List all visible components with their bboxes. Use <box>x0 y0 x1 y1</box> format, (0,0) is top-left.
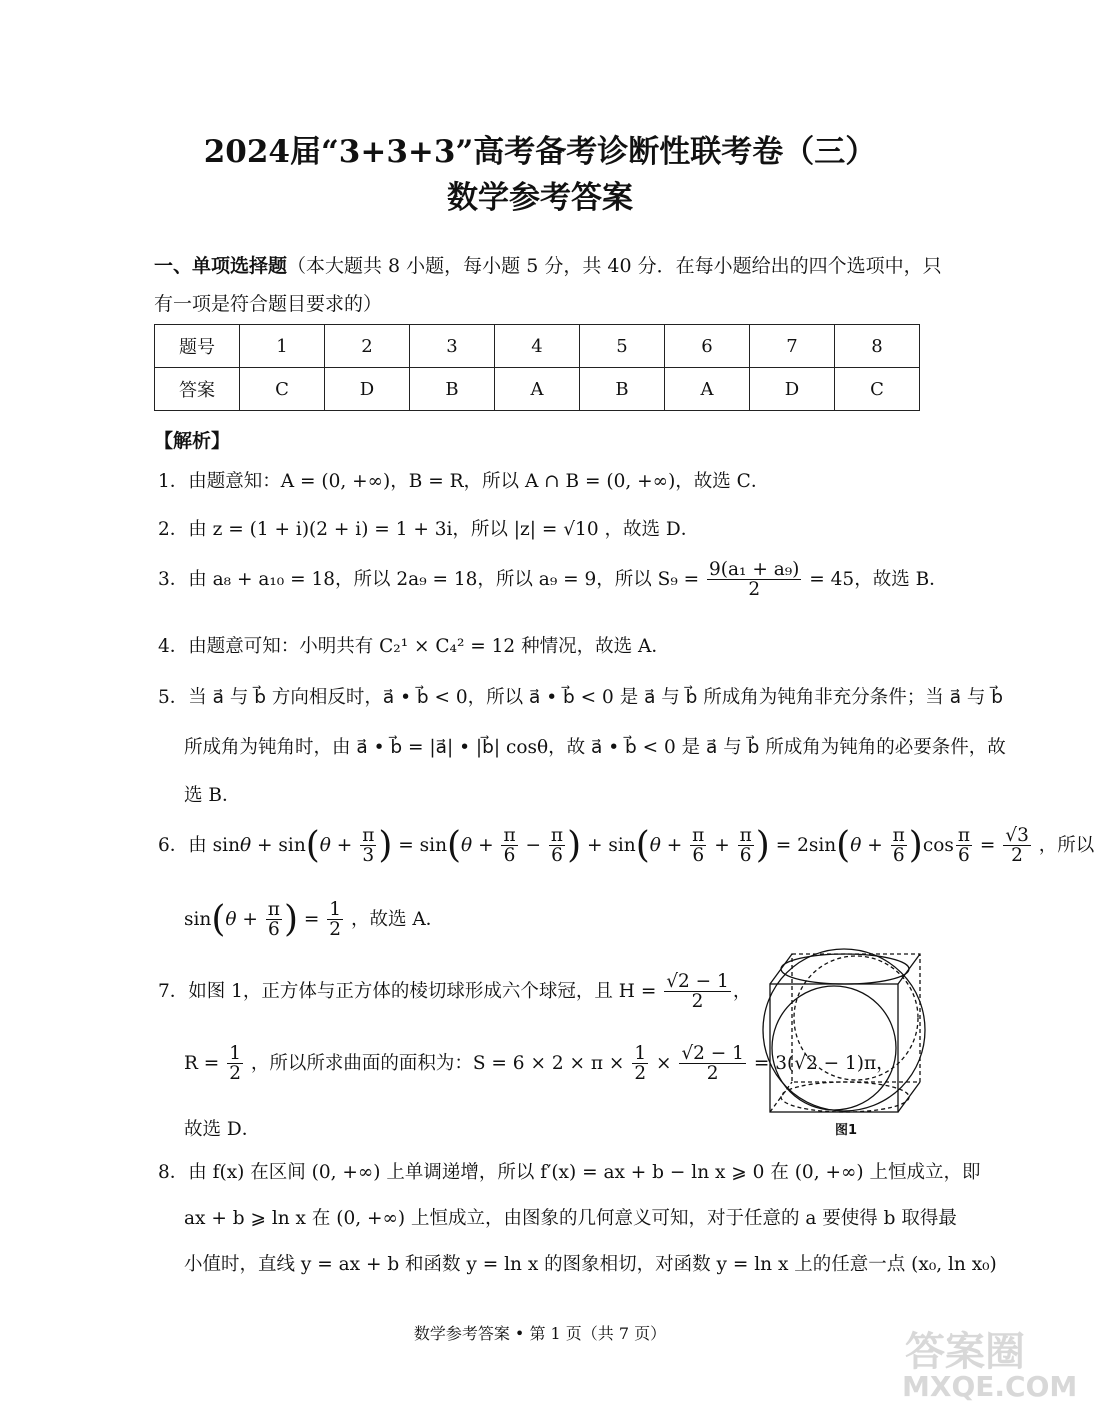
answer-table <box>154 324 920 411</box>
q7-H-num: √2 − 1 <box>666 971 729 992</box>
solution-q5-line3: 选 B． <box>184 785 241 806</box>
document-subtitle: 数学参考答案 <box>447 180 633 216</box>
front-cap-circle <box>772 986 896 1110</box>
section-desc-1: （本大题共 8 小题，每小题 5 分，共 40 分．在每小题给出的四个选项中，只 <box>287 255 942 277</box>
table-cell: 4 <box>495 325 580 368</box>
solution-q7-line3: 故选 D． <box>184 1119 261 1140</box>
solution-q1: 1．由题意知：A = (0, +∞)，B = R，所以 A ∩ B = (0, +∞)，故选 C． <box>158 471 770 492</box>
table-cell: A <box>665 368 750 411</box>
q6-formula-2: sin(θ + $\frac{\pi}{6}$ ) = $\frac{1}{2}$ <box>184 898 342 941</box>
q7-text-1: 7．如图 1，正方体与正方体的棱切球形成六个球冠，且 H = <box>158 980 657 1002</box>
document-title: 2024届“3+3+3”高考备考诊断性联考卷（三） <box>203 134 877 170</box>
solution-q5-line1: 5．当 a⃗ 与 b⃗ 方向相反时，a⃗ • b⃗ < 0，所以 a⃗ • b⃗ < 0 是 a⃗ 与 b⃗ 所成角为钝角非充分条件；当 a⃗ 与 b⃗ <box>158 687 1004 708</box>
section-desc-2: 有一项是符合题目要求的） <box>154 293 383 315</box>
q7-H-fraction <box>664 972 731 1012</box>
solution-q6-line2 <box>184 900 444 940</box>
watermark-url: MXQE.COM <box>902 1370 1078 1403</box>
watermark-logo: 答案圈 <box>905 1329 1025 1375</box>
solution-q7-line2: R = $\frac{1}{2}$ ，所以所求曲面的面积为：S = 6 × 2 × π × $\frac{1}{2}$ × $\frac{√2 - 1}{2}$ = 3(√2 − 1)π， <box>184 1043 895 1085</box>
q7-text-2b: ，所以所求曲面的面积为：S = 6 × 2 × π × <box>250 1052 625 1074</box>
cube-front-face <box>770 984 898 1112</box>
table-row-numbers <box>155 325 920 368</box>
table-cell: C <box>240 368 325 411</box>
q7-text-2c: = 3(√2 − 1)π， <box>753 1052 895 1074</box>
solution-q2: 2．由 z = (1 + i)(2 + i) = 1 + 3i，所以 |z| = √10 ，故选 D． <box>158 519 700 540</box>
table-cell: B <box>580 368 665 411</box>
figure-cube-sphere <box>760 946 930 1116</box>
table-cell: 5 <box>580 325 665 368</box>
table-cell: 2 <box>325 325 410 368</box>
table-cell: 1 <box>240 325 325 368</box>
table-cell: C <box>835 368 920 411</box>
q7-R-fraction <box>227 1044 243 1084</box>
figure-caption: 图1 <box>835 1123 858 1138</box>
table-row-label: 题号 <box>155 325 240 368</box>
q3-numerator: 9(a₁ + a₉) <box>709 559 800 580</box>
outer-sphere <box>763 949 925 1111</box>
table-row-answers <box>155 368 920 411</box>
solution-q3 <box>158 560 948 600</box>
solution-q8-line1: 8．由 f(x) 在区间 (0, +∞) 上单调递增，所以 f′(x) = ax + b − ln x ⩾ 0 在 (0, +∞) 上恒成立，即 <box>158 1162 981 1183</box>
q6-tail: ，所以 <box>1038 834 1094 856</box>
q7-H-den: 2 <box>691 991 704 1013</box>
q6-2-tail: ，故选 A． <box>350 908 445 930</box>
table-cell: D <box>325 368 410 411</box>
q6-lead: 6．由 <box>158 834 207 856</box>
q7-R-num: 1 <box>229 1043 241 1064</box>
table-cell: D <box>750 368 835 411</box>
cube-back-face <box>792 954 920 1082</box>
table-cell: 3 <box>410 325 495 368</box>
q3-text-b: = 45，故选 B． <box>809 568 948 590</box>
solution-q7-line1: 7．如图 1，正方体与正方体的棱切球形成六个球冠，且 H = $\frac{√2 - 1}{2}$ ， <box>158 971 752 1013</box>
q3-denominator: 2 <box>748 579 761 601</box>
q7-R-den: 2 <box>229 1063 241 1085</box>
section-title: 一、单项选择题 <box>154 255 288 277</box>
section-heading <box>154 251 942 278</box>
solution-q6-line1 <box>158 826 1094 866</box>
solution-q5-line2: 所成角为钝角时，由 a⃗ • b⃗ = |a⃗| • |b⃗| cosθ，故 a⃗ • b⃗ < 0 是 a⃗ 与 b⃗ 所成角为钝角的必要条件，故 <box>184 737 1006 758</box>
table-cell: 6 <box>665 325 750 368</box>
table-cell: B <box>410 368 495 411</box>
q3-text-a: 3．由 a₈ + a₁₀ = 18，所以 2a₉ = 18，所以 a₉ = 9，所以 S₉ = <box>158 568 700 590</box>
table-row-label: 答案 <box>155 368 240 411</box>
q3-fraction <box>707 560 801 600</box>
analysis-heading: 【解析】 <box>154 430 231 452</box>
solution-q4: 4．由题意可知：小明共有 C₂¹ × C₄² = 12 种情况，故选 A． <box>158 636 670 657</box>
table-cell: A <box>495 368 580 411</box>
solution-q8-line3: 小值时，直线 y = ax + b 和函数 y = ln x 的图象相切，对函数 y = ln x 上的任意一点 (x₀, ln x₀) <box>184 1254 997 1275</box>
solution-q8-line2: ax + b ⩾ ln x 在 (0, +∞) 上恒成立，由图象的几何意义可知，对于任意的 a 要使得 b 取得最 <box>184 1208 957 1229</box>
q6-formula: sinθ + sin(θ + $\frac{\pi}{3}$ ) = sin(θ + $\frac{\pi}{6}$ − $\frac{\pi}{6}$ ) + sin(θ + $\frac{\pi}{6}$ + $\frac{\pi}{6}$ ) = 2sin(θ + $\frac{\pi}{6}$ )cos $\frac{\pi}{6}$ = $\frac{√3}{2}$ <box>212 824 1029 867</box>
table-cell: 7 <box>750 325 835 368</box>
top-cap-ellipse <box>781 954 909 984</box>
q7-text-2a: R = <box>184 1052 220 1074</box>
page-footer: 数学参考答案 • 第 1 页（共 7 页） <box>413 1324 667 1343</box>
table-cell: 8 <box>835 325 920 368</box>
